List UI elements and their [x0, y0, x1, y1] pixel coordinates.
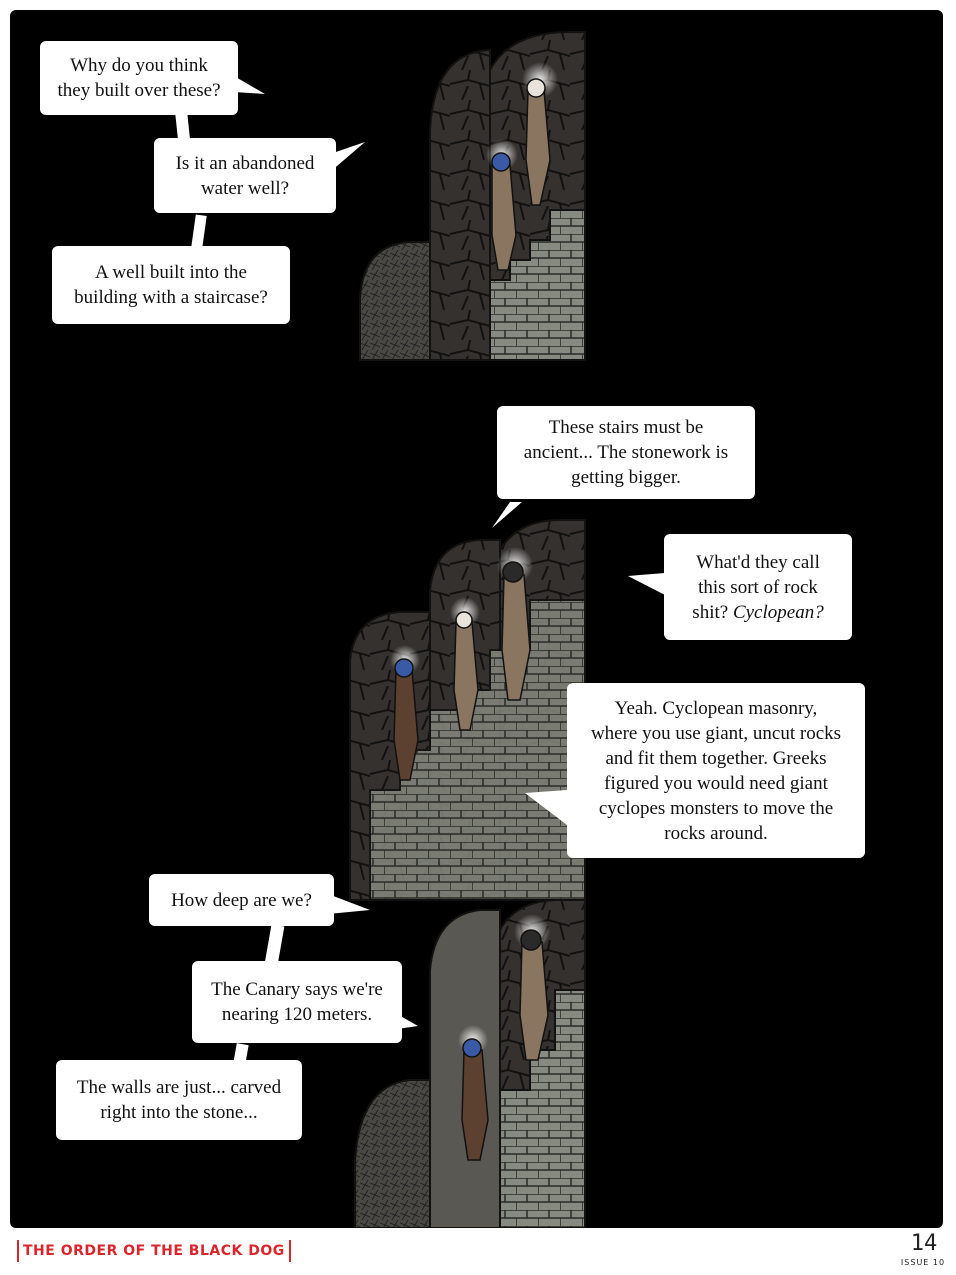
speech-bubble — [497, 406, 755, 499]
comic-page — [10, 10, 943, 1228]
speech-bubble — [40, 41, 238, 115]
speech-bubble — [56, 1060, 302, 1140]
bubble-line: rocks around. — [664, 822, 768, 844]
speech-bubble — [664, 534, 852, 640]
bubble-line: water well? — [200, 177, 290, 199]
bubble-line: ancient... The stonework is — [523, 442, 729, 463]
bubble-line: Is it an abandoned — [175, 152, 315, 174]
bubble-line: What'd they call — [696, 551, 820, 573]
bubble-line: The walls are just... carved — [76, 1077, 282, 1098]
panel-3-art — [355, 900, 585, 1228]
panel-2-art — [350, 520, 585, 900]
bubble-line: How deep are we? — [171, 889, 312, 911]
bubble-line: nearing 120 meters. — [221, 1004, 373, 1025]
issue-label: ISSUE 10 — [900, 1258, 946, 1267]
bubble-line: cyclopes monsters to move the — [598, 797, 834, 819]
bubble-line: The Canary says we're — [211, 979, 383, 1000]
bubble-line: and fit them together. Greeks — [605, 747, 827, 769]
speech-bubble — [154, 138, 336, 213]
page-number: 14 — [910, 1231, 938, 1256]
speech-bubble — [149, 874, 334, 926]
bubble-line: These stairs must be — [548, 417, 704, 438]
bubble-line: where you use giant, uncut rocks — [590, 722, 842, 744]
bubble-line: this sort of rock — [698, 576, 818, 598]
panel-1-art — [360, 32, 585, 360]
bubble-line: shit? Cyclopean? — [692, 601, 824, 623]
comic-title-logo: THE ORDER OF THE BLACK DOG — [17, 1240, 291, 1262]
speech-bubble — [192, 961, 402, 1043]
bubble-line: A well built into the — [94, 262, 247, 283]
speech-bubble — [567, 683, 865, 858]
speech-bubble — [52, 246, 290, 324]
bubble-line: Yeah. Cyclopean masonry, — [614, 697, 818, 719]
bubble-line: Why do you think — [70, 55, 208, 76]
bubble-line: figured you would need giant — [604, 772, 828, 794]
bubble-line: they built over these? — [57, 80, 221, 101]
bubble-line: right into the stone... — [100, 1102, 258, 1123]
bubble-line: getting bigger. — [571, 467, 681, 488]
bubble-line: building with a staircase? — [74, 287, 268, 308]
